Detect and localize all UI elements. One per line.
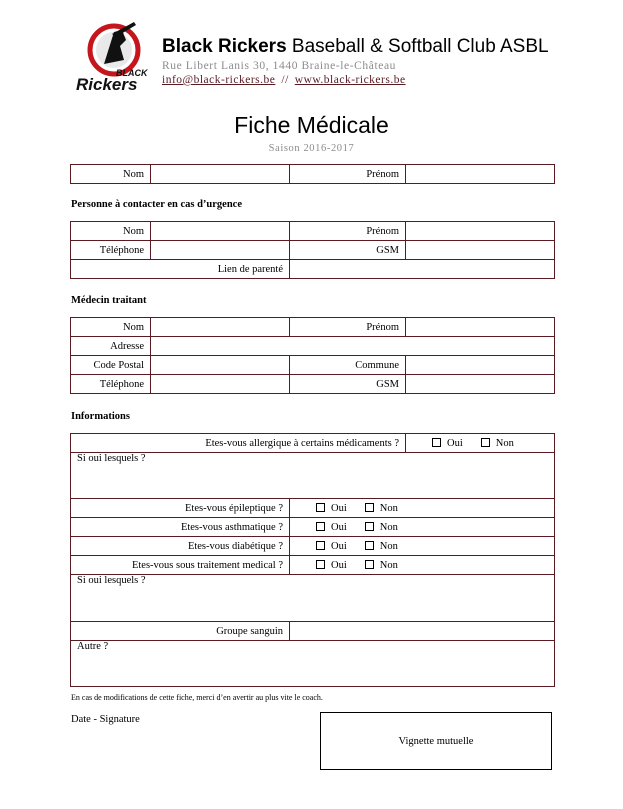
checkbox-non[interactable] — [365, 522, 374, 531]
emergency-nom-field[interactable] — [151, 222, 290, 241]
table-row — [71, 537, 555, 556]
checkbox-non[interactable] — [365, 541, 374, 550]
table-row — [71, 434, 555, 453]
table-row — [71, 356, 555, 375]
table-row — [71, 375, 555, 394]
field-label: Groupe sanguin — [71, 622, 290, 641]
table-row — [71, 241, 555, 260]
emergency-lien-field[interactable] — [290, 260, 555, 279]
checkbox-oui[interactable] — [316, 503, 325, 512]
checkbox-oui[interactable] — [432, 438, 441, 447]
table-row — [71, 318, 555, 337]
svg-text:BLACK: BLACK — [116, 68, 148, 78]
field-label: Lien de parenté — [71, 260, 290, 279]
table-row — [71, 260, 555, 279]
diabetic-choice: Oui Non — [290, 537, 555, 556]
vignette-box[interactable]: Vignette mutuelle — [320, 712, 552, 770]
field-label: Adresse — [71, 337, 151, 356]
emergency-gsm-field[interactable] — [406, 241, 555, 260]
emergency-prenom-field[interactable] — [406, 222, 555, 241]
doctor-adresse-field[interactable] — [151, 337, 555, 356]
field-label: GSM — [290, 241, 406, 260]
checkbox-oui[interactable] — [316, 541, 325, 550]
table-row — [71, 499, 555, 518]
footer-notice: En cas de modifications de cette fiche, merci d’en avertir au plus vite le coach. — [71, 693, 323, 702]
field-label: Nom — [71, 318, 151, 337]
field-label: Code Postal — [71, 356, 151, 375]
question-label: Etes-vous sous traitement medical ? — [71, 556, 290, 575]
doctor-commune-field[interactable] — [406, 356, 555, 375]
blood-group-field[interactable] — [290, 622, 555, 641]
table-row — [71, 222, 555, 241]
table-row — [71, 453, 555, 499]
question-label: Etes-vous allergique à certains médicaments ? — [71, 434, 406, 453]
contact-line: info@black-rickers.be // www.black-rickers.be — [162, 74, 406, 86]
epileptic-choice: Oui Non — [290, 499, 555, 518]
player-table — [70, 164, 555, 184]
doctor-prenom-field[interactable] — [406, 318, 555, 337]
asthma-choice: Oui Non — [290, 518, 555, 537]
question-label: Etes-vous diabétique ? — [71, 537, 290, 556]
section-title-emergency: Personne à contacter en cas d’urgence — [71, 199, 242, 210]
info-table — [70, 433, 555, 687]
season: Saison 2016-2017 — [268, 143, 355, 154]
date-signature-label: Date - Signature — [71, 714, 140, 725]
field-label: Commune — [290, 356, 406, 375]
autre-field[interactable]: Autre ? — [71, 641, 555, 687]
checkbox-oui[interactable] — [316, 560, 325, 569]
table-row — [71, 337, 555, 356]
section-title-doctor: Médecin traitant — [71, 295, 147, 306]
table-row — [71, 622, 555, 641]
treatment-choice: Oui Non — [290, 556, 555, 575]
doctor-code-postal-field[interactable] — [151, 356, 290, 375]
table-row — [71, 641, 555, 687]
field-label: GSM — [290, 375, 406, 394]
field-label: Prénom — [290, 318, 406, 337]
club-address: Rue Libert Lanis 30, 1440 Braine-le-Château — [162, 60, 397, 72]
svg-text:Rickers: Rickers — [76, 75, 138, 94]
table-row — [71, 518, 555, 537]
doctor-telephone-field[interactable] — [151, 375, 290, 394]
field-label: Prénom — [290, 222, 406, 241]
table-row — [71, 575, 555, 622]
section-title-info: Informations — [71, 411, 130, 422]
doctor-gsm-field[interactable] — [406, 375, 555, 394]
table-row — [71, 556, 555, 575]
question-label: Etes-vous asthmatique ? — [71, 518, 290, 537]
allergy-choice: Oui Non — [406, 434, 555, 453]
field-label: Nom — [71, 222, 151, 241]
club-name: Black Rickers Baseball & Softball Club ASBL — [162, 36, 549, 57]
emergency-telephone-field[interactable] — [151, 241, 290, 260]
checkbox-non[interactable] — [481, 438, 490, 447]
player-prenom-field[interactable] — [406, 165, 555, 184]
field-label: Téléphone — [71, 241, 151, 260]
field-label: Nom — [71, 165, 151, 184]
checkbox-non[interactable] — [365, 560, 374, 569]
website-link[interactable]: www.black-rickers.be — [294, 74, 406, 86]
club-logo — [74, 20, 156, 94]
player-nom-field[interactable] — [151, 165, 290, 184]
emergency-table — [70, 221, 555, 279]
checkbox-oui[interactable] — [316, 522, 325, 531]
field-label: Téléphone — [71, 375, 151, 394]
question-label: Etes-vous épileptique ? — [71, 499, 290, 518]
checkbox-non[interactable] — [365, 503, 374, 512]
allergy-details-field[interactable]: Si oui lesquels ? — [71, 453, 555, 499]
doctor-table — [70, 317, 555, 394]
page-title: Fiche Médicale — [234, 112, 389, 138]
treatment-details-field[interactable]: Si oui lesquels ? — [71, 575, 555, 622]
field-label: Prénom — [290, 165, 406, 184]
table-row — [71, 165, 555, 184]
doctor-nom-field[interactable] — [151, 318, 290, 337]
email-link[interactable]: info@black-rickers.be — [162, 74, 276, 86]
